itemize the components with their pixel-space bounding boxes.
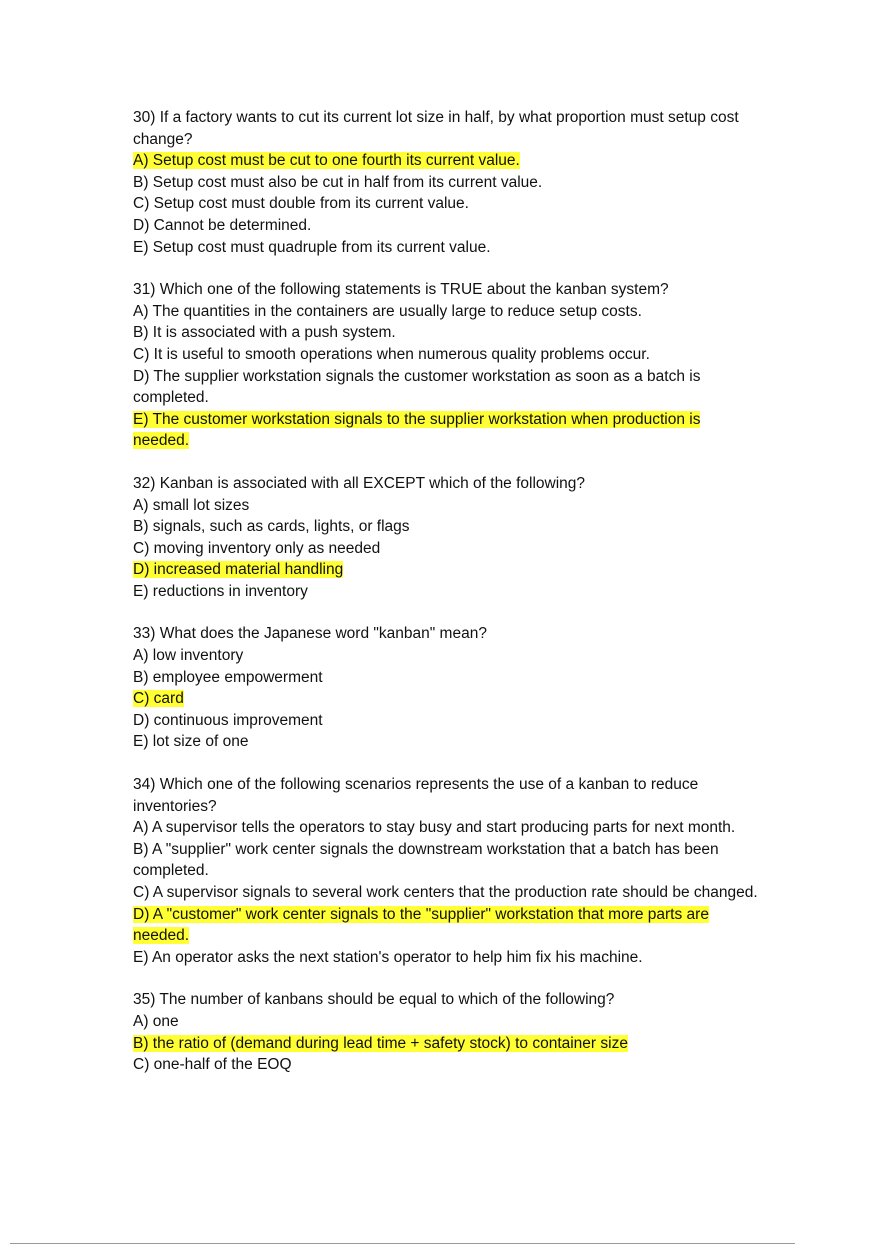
question-34 (133, 774, 758, 968)
answer-option: C) Setup cost must double from its current value. (133, 195, 469, 213)
answer-option: C) A supervisor signals to several work centers that the production rate should be changed. (133, 884, 758, 901)
highlight-mark: A) Setup cost must be cut to one fourth its current value. (133, 152, 520, 170)
question-35 (133, 989, 758, 1075)
answer-option-highlighted (133, 559, 758, 581)
answer-option-highlighted (133, 1033, 758, 1055)
highlight-mark: D) A "customer" work center signals to the "supplier" workstation that more parts are needed. (133, 905, 709, 945)
question-31 (133, 279, 758, 452)
answer-option: B) employee empowerment (133, 668, 323, 686)
answer-option: C) It is useful to smooth operations when numerous quality problems occur. (133, 345, 650, 363)
answer-option: A) low inventory (133, 647, 244, 665)
answer-option: D) The supplier workstation signals the customer workstation as soon as a batch is completed. (133, 367, 701, 407)
answer-option-highlighted (133, 904, 758, 947)
answer-option: B) signals, such as cards, lights, or flags (133, 518, 410, 536)
question-32 (133, 473, 758, 603)
answer-option: C) one-half of the EOQ (133, 1056, 292, 1074)
highlight-mark: C) card (133, 690, 184, 708)
footer-page-marks (800, 1240, 860, 1246)
answer-option-highlighted (133, 409, 758, 452)
answer-option: A) A supervisor tells the operators to stay busy and start producing parts for next month. (133, 819, 736, 837)
question-stem: 30) If a factory wants to cut its current lot size in half, by what proportion must setup cost change? (133, 109, 739, 148)
answer-option: E) An operator asks the next station's operator to help him fix his machine. (133, 948, 643, 966)
answer-option: E) lot size of one (133, 733, 249, 751)
highlight-mark: D) increased material handling (133, 561, 344, 579)
highlight-mark: B) the ratio of (demand during lead time + safety stock) to container size (133, 1034, 628, 1052)
highlight-mark: E) The customer workstation signals to the supplier workstation when production is needed. (133, 410, 701, 450)
answer-option-highlighted (133, 688, 758, 710)
answer-option: A) one (133, 1012, 179, 1030)
question-stem: 34) Which one of the following scenarios represents the use of a kanban to reduce inventories? (133, 776, 699, 815)
question-stem: 31) Which one of the following statements is TRUE about the kanban system? (133, 281, 669, 299)
answer-option: C) moving inventory only as needed (133, 539, 381, 557)
question-33 (133, 623, 758, 753)
footer-divider (10, 1243, 795, 1244)
answer-option: A) small lot sizes (133, 496, 250, 514)
answer-option-highlighted (133, 150, 758, 172)
answer-option: E) reductions in inventory (133, 582, 308, 600)
question-30 (133, 107, 758, 258)
document-page (133, 107, 758, 1097)
question-stem: 35) The number of kanbans should be equal to which of the following? (133, 991, 615, 1009)
answer-option: B) Setup cost must also be cut in half from its current value. (133, 173, 543, 191)
answer-option: D) Cannot be determined. (133, 216, 312, 234)
answer-option: A) The quantities in the containers are usually large to reduce setup costs. (133, 302, 642, 320)
question-stem: 33) What does the Japanese word "kanban" mean? (133, 625, 487, 643)
answer-option: D) continuous improvement (133, 711, 323, 729)
question-stem: 32) Kanban is associated with all EXCEPT which of the following? (133, 474, 586, 492)
answer-option: B) A "supplier" work center signals the downstream workstation that a batch has been completed. (133, 840, 719, 880)
answer-option: B) It is associated with a push system. (133, 324, 396, 342)
answer-option: E) Setup cost must quadruple from its current value. (133, 238, 491, 256)
